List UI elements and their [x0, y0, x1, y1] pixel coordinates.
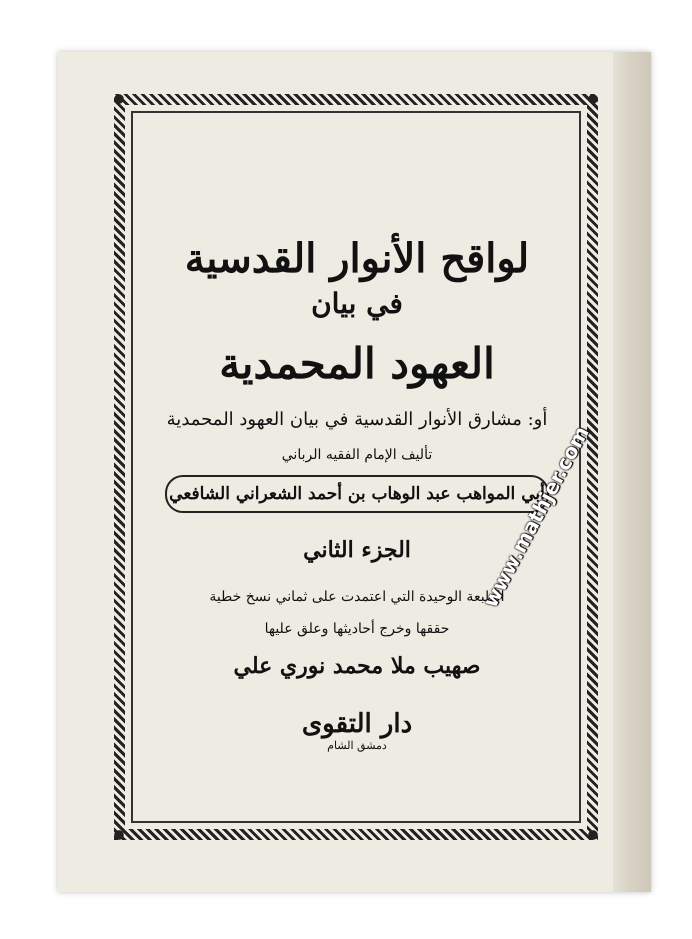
- corner-ornament: [110, 90, 128, 108]
- corner-ornament: [584, 90, 602, 108]
- editor-name: صهيب ملا محمد نوري علي: [233, 653, 481, 679]
- edition-note: الطبعة الوحيدة التي اعتمدت على ثماني نسخ خطية: [209, 589, 505, 605]
- watermark-text: www.mathjer.com: [478, 422, 594, 612]
- author-name-box: أبي المواهب عبد الوهاب بن أحمد الشعراني الشافعي: [165, 475, 549, 513]
- page-edge: [613, 52, 651, 892]
- corner-ornament: [584, 826, 602, 844]
- editor-intro: حققها وخرج أحاديثها وعلق عليها: [264, 621, 450, 637]
- title-page: [58, 52, 618, 892]
- corner-ornament: [110, 826, 128, 844]
- publisher-logo: دار التقوى: [301, 709, 413, 739]
- author-intro: تأليف الإمام الفقيه الرباني: [281, 447, 433, 463]
- book-title-line1: لواقح الأنوار القدسية: [184, 235, 530, 282]
- volume-label: الجزء الثاني: [303, 537, 411, 563]
- title-page-content: [143, 127, 571, 817]
- book-title-line3: العهود المحمدية: [219, 339, 495, 388]
- book-title-line2: في بيان: [311, 287, 403, 320]
- alternate-title: أو: مشارق الأنوار القدسية في بيان العهود المحمدية: [166, 409, 548, 430]
- publisher-city: دمشق الشام: [327, 739, 387, 752]
